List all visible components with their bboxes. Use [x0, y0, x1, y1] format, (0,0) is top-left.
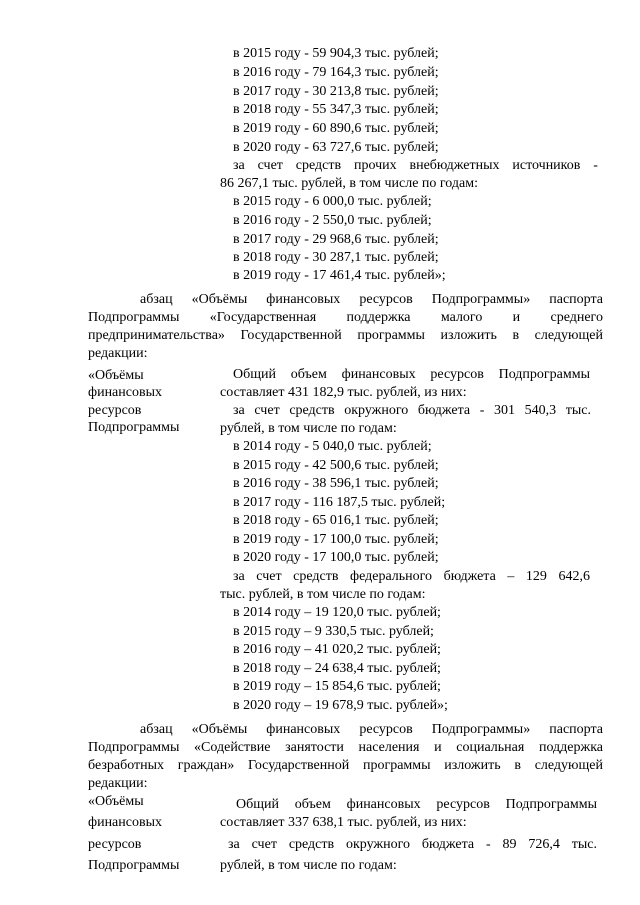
paragraph-1-line-3: предпринимательства» Государственной программы изложить в следующей: [88, 328, 603, 343]
year-line: в 2017 году - 116 187,5 тыс. рублей;: [233, 495, 446, 510]
table-label-line: ресурсов: [88, 403, 142, 418]
year-line: в 2018 году – 24 638,4 тыс. рублей;: [233, 661, 441, 676]
year-line: в 2015 году - 6 000,0 тыс. рублей;: [233, 194, 432, 209]
year-line: в 2019 году - 60 890,6 тыс. рублей;: [233, 121, 439, 136]
year-line: в 2020 году – 19 678,9 тыс. рублей»;: [233, 698, 448, 713]
year-line: в 2015 году - 59 904,3 тыс. рублей;: [233, 46, 439, 61]
year-line: в 2014 году – 19 120,0 тыс. рублей;: [233, 605, 441, 620]
table-label-line: финансовых: [88, 815, 162, 830]
year-line: в 2016 году – 41 020,2 тыс. рублей;: [233, 642, 441, 657]
year-line: в 2018 году - 65 016,1 тыс. рублей;: [233, 513, 439, 528]
other-sources-cont: 86 267,1 тыс. рублей, в том числе по годам:: [220, 176, 478, 191]
table-1-okrug-line: за счет средств окружного бюджета - 301 540,3 тыс.: [233, 403, 591, 418]
table-1-okrug-cont: рублей, в том числе по годам:: [220, 421, 397, 436]
table-label-line: Подпрограммы: [88, 858, 180, 873]
year-line: в 2016 году - 38 596,1 тыс. рублей;: [233, 476, 439, 491]
year-line: в 2020 году - 17 100,0 тыс. рублей;: [233, 550, 439, 565]
year-line: в 2019 году – 15 854,6 тыс. рублей;: [233, 679, 441, 694]
year-line: в 2018 году - 30 287,1 тыс. рублей;: [233, 250, 439, 265]
table-label-line: ресурсов: [88, 837, 142, 852]
paragraph-1-line-4: редакции:: [88, 346, 148, 361]
paragraph-1-line-2: Подпрограммы «Государственная поддержка малого и среднего: [88, 310, 603, 325]
table-1-fed-line: за счет средств федерального бюджета – 129 642,6: [233, 569, 590, 584]
year-line: в 2019 году - 17 100,0 тыс. рублей;: [233, 532, 439, 547]
year-line: в 2020 году - 63 727,6 тыс. рублей;: [233, 140, 439, 155]
table-2-okrug-cont: рублей, в том числе по годам:: [220, 858, 397, 873]
year-line: в 2016 году - 79 164,3 тыс. рублей;: [233, 65, 439, 80]
year-line: в 2016 году - 2 550,0 тыс. рублей;: [233, 213, 432, 228]
table-label-line: финансовых: [88, 385, 162, 400]
paragraph-2-line-3: безработных граждан» Государственной программы изложить в следующей: [88, 758, 603, 773]
year-line: в 2015 году – 9 330,5 тыс. рублей;: [233, 624, 434, 639]
year-line: в 2017 году - 29 968,6 тыс. рублей;: [233, 232, 439, 247]
year-line: в 2014 году - 5 040,0 тыс. рублей;: [233, 439, 432, 454]
table-label-line: «Объёмы: [88, 794, 144, 809]
paragraph-2-line-2: Подпрограммы «Содействие занятости населения и социальная поддержка: [88, 740, 603, 755]
year-line: в 2015 году - 42 500,6 тыс. рублей;: [233, 458, 439, 473]
table-1-total-cont: составляет 431 182,9 тыс. рублей, из них:: [220, 385, 467, 400]
year-line: в 2018 году - 55 347,3 тыс. рублей;: [233, 102, 439, 117]
table-1-fed-cont: тыс. рублей, в том числе по годам:: [220, 587, 426, 602]
table-2-total-line: Общий объем финансовых ресурсов Подпрограммы: [236, 797, 597, 812]
year-line: в 2017 году - 30 213,8 тыс. рублей;: [233, 84, 439, 99]
paragraph-2-line-4: редакции:: [88, 776, 148, 791]
paragraph-2-line-1: абзац «Объёмы финансовых ресурсов Подпрограммы» паспорта: [140, 722, 603, 737]
table-2-okrug-line: за счет средств окружного бюджета - 89 726,4 тыс.: [228, 837, 597, 852]
paragraph-1-line-1: абзац «Объёмы финансовых ресурсов Подпрограммы» паспорта: [140, 292, 603, 307]
other-sources-line: за счет средств прочих внебюджетных источников -: [233, 158, 598, 173]
table-1-total-line: Общий объем финансовых ресурсов Подпрограммы: [233, 367, 590, 382]
table-label-line: Подпрограммы: [88, 420, 180, 435]
table-2-total-cont: составляет 337 638,1 тыс. рублей, из них:: [220, 815, 467, 830]
table-label-line: «Объёмы: [88, 368, 144, 383]
year-line: в 2019 году - 17 461,4 тыс. рублей»;: [233, 268, 446, 283]
